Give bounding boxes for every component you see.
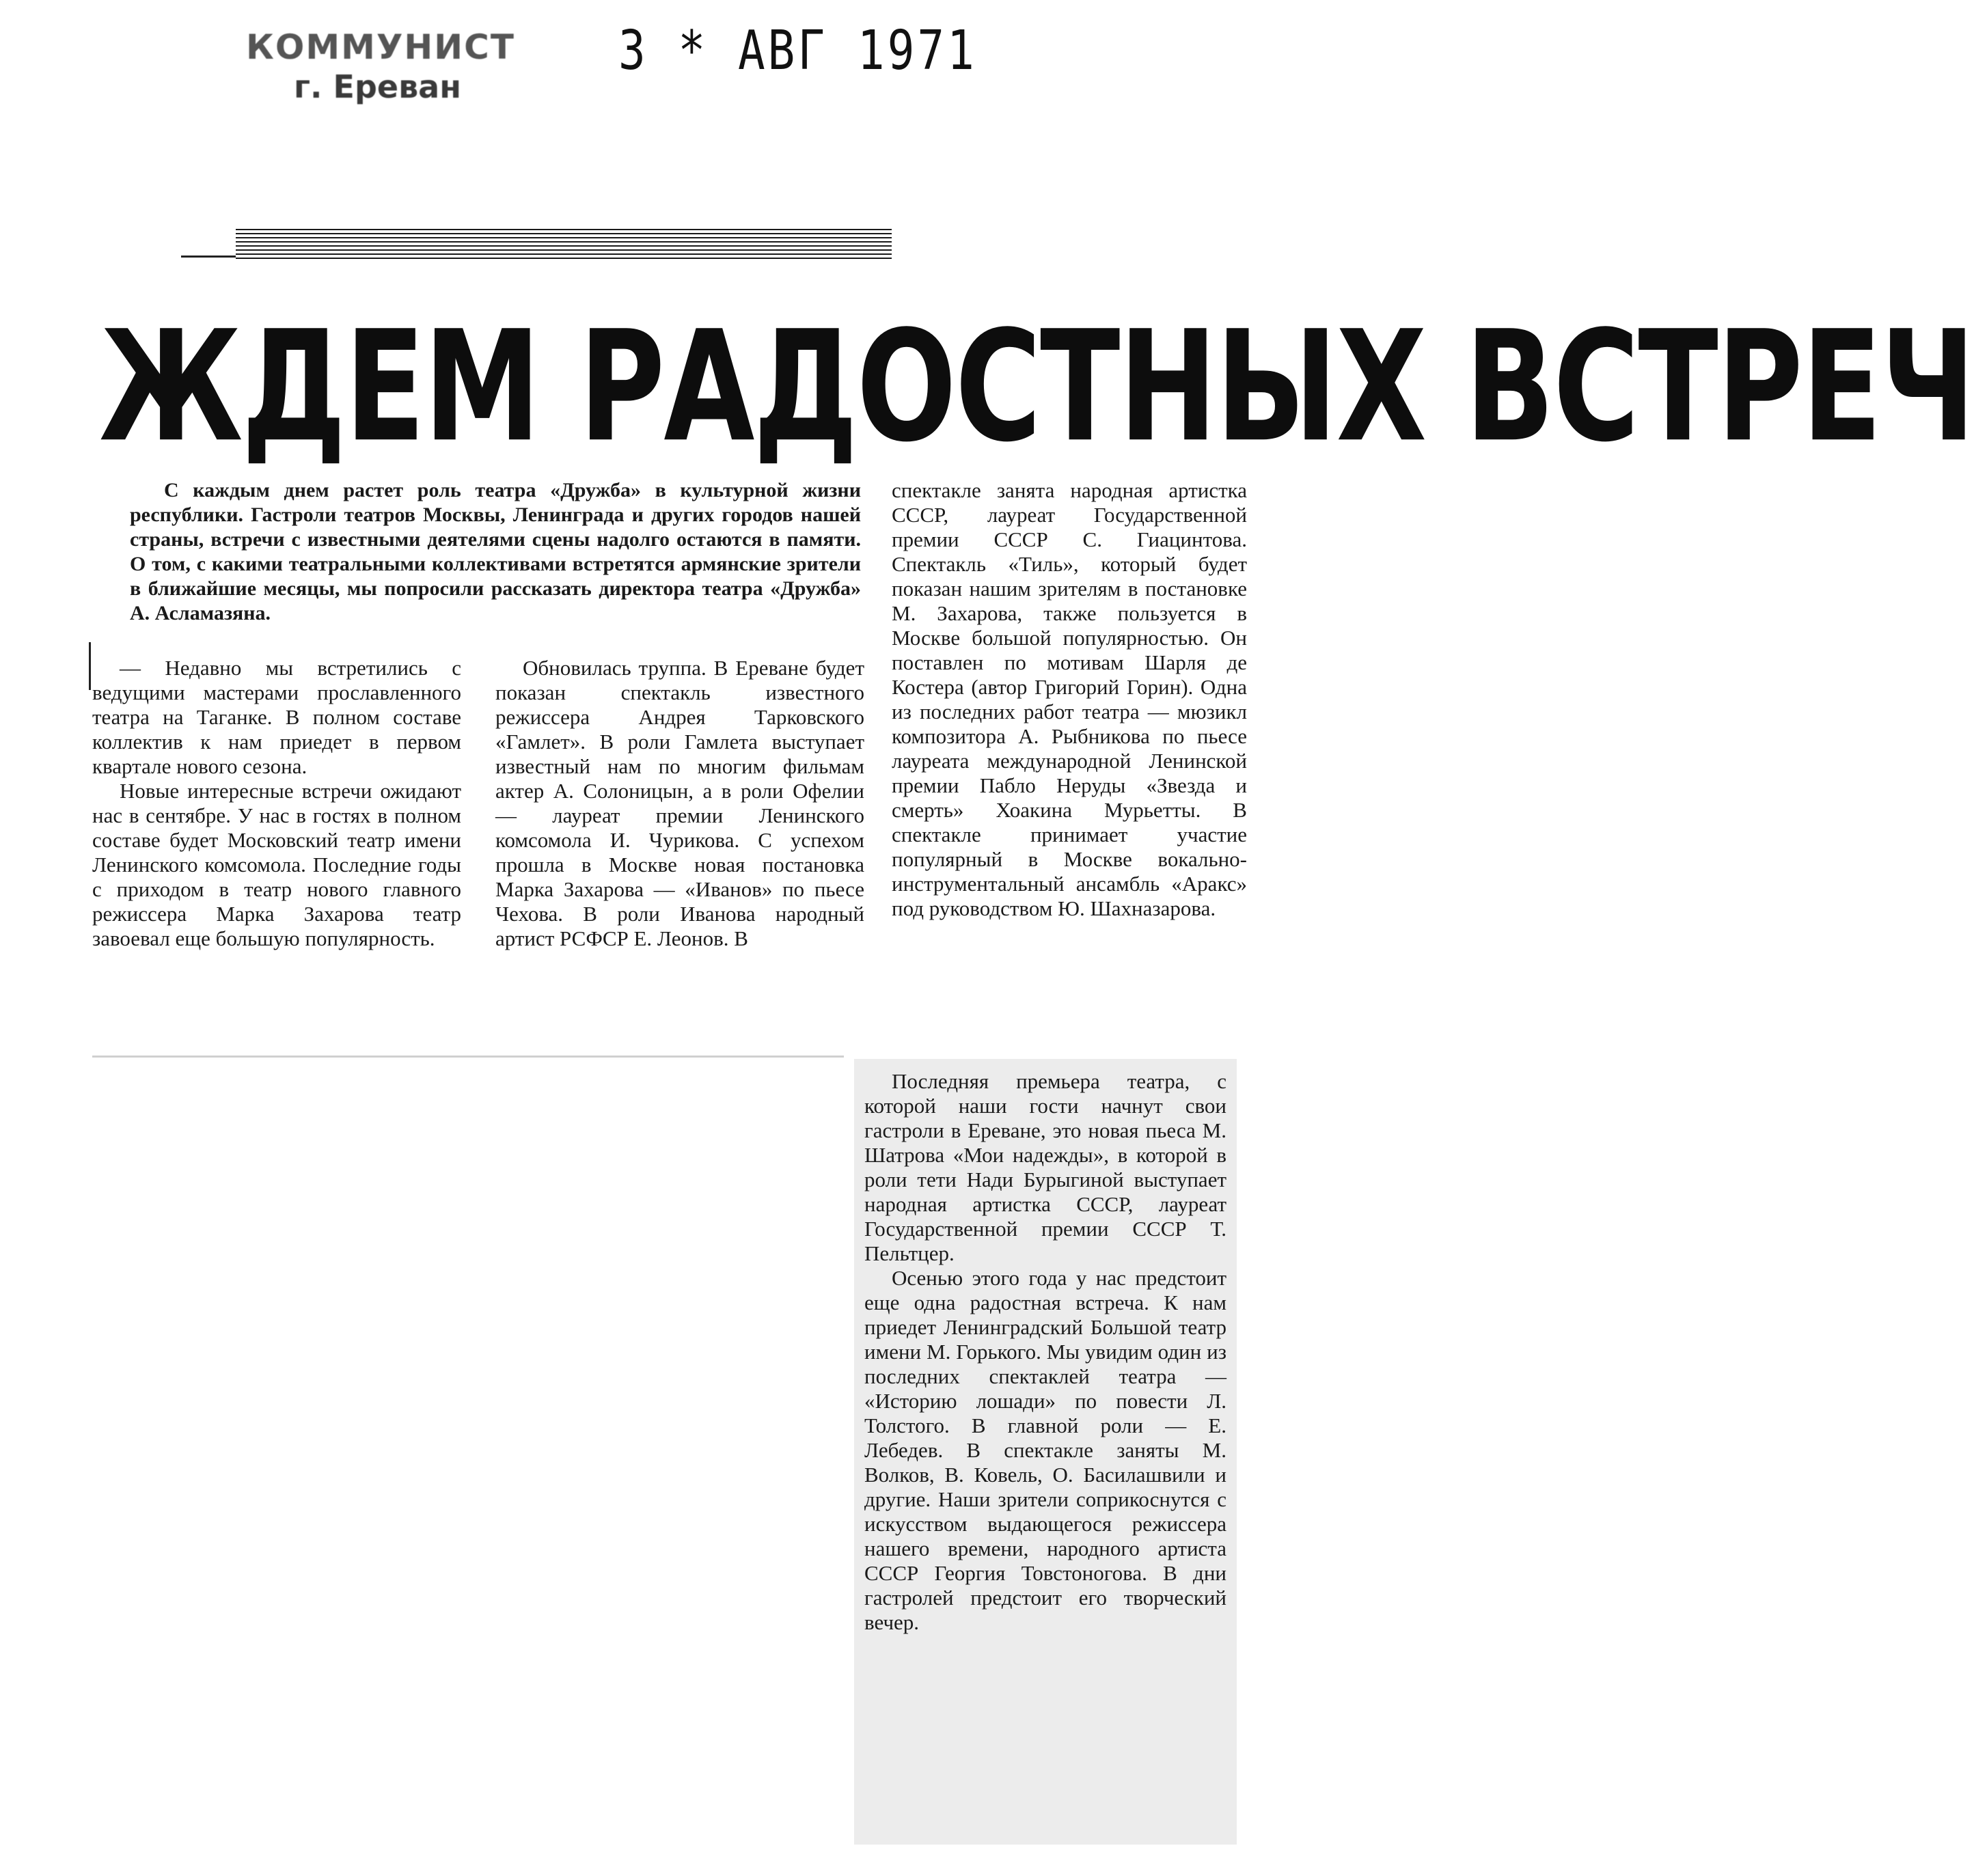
date-stamp: 3 * АВГ 1971 <box>618 19 977 83</box>
column-marker <box>89 642 91 690</box>
paragraph: Обновилась труппа. В Ереване будет показан спектакль известного режиссера Андрея Тарковского «Гамлет». В роли Гамлета выступает известный нам по многим фильмам актер А. Солоницын, а в роли Офелии — лауреат премии Ленинского комсомола И. Чурикова. С успехом прошла в Москве новая постановка Марка Захарова — «Иванов» по пьесе Чехова. В роли Иванова народный артист РСФСР Е. Леонов. В <box>495 656 864 950</box>
newspaper-stamp <box>246 27 515 107</box>
paragraph: Новые интересные встречи ожидают нас в сентябре. У нас в гостях в полном составе будет Московский театр имени Ленинского комсомола. Последние годы с приходом в театр нового главного режиссера Марка Захарова театр завоевал еще большую популярность. <box>92 779 461 950</box>
paragraph: — Недавно мы встретились с ведущими мастерами прославленного театра на Таганке. В полном составе коллектив к нам приедет в первом квартале нового сезона. <box>92 656 461 778</box>
article-column-1 <box>92 656 461 951</box>
stamp-newspaper-name: КОММУНИСТ <box>246 27 515 67</box>
article-headline: ЖДЕМ РАДОСТНЫХ ВСТРЕЧ <box>99 297 1974 476</box>
article-column-2 <box>495 656 864 951</box>
article-column-3 <box>892 478 1247 921</box>
decorative-rule-tail <box>181 256 236 258</box>
article-column-4 <box>864 1069 1226 1635</box>
paragraph: Осенью этого года у нас предстоит еще одна радостная встреча. К нам приедет Ленинградский Большой театр имени М. Горького. Мы увидим один из последних спектаклей театра — «Историю лошади» по повести Л. Толстого. В главной роли — Е. Лебедев. В спектакле заняты М. Волков, В. Ковель, О. Басилашвили и другие. Наши зрители соприкоснутся с искусством выдающегося режиссера нашего времени, народного артиста СССР Георгия Товстоногова. В дни гастролей предстоит его творческий вечер. <box>864 1266 1226 1634</box>
decorative-rule <box>236 229 892 259</box>
stamp-city: г. Ереван <box>294 68 462 105</box>
article-lead: С каждым днем растет роль театра «Дружба» в культурной жизни республики. Гастроли театров Москвы, Ленинграда и других городов нашей страны, встречи с известными деятелями сцены надолго остаются в памяти. О том, с какими театральными коллективами встретятся армянские зрители в ближайшие месяцы, мы попросили рассказать директора театра «Дружба» А. Асламазяна. <box>130 479 861 624</box>
paragraph: спектакле занята народная артистка СССР, лауреат Государственной премии СССР С. Гиацинтова. Спектакль «Тиль», который будет показан нашим зрителям в постановке М. Захарова, также пользуется в Москве большой популярностью. Он поставлен по мотивам Шарля де Костера (автор Григорий Горин). Одна из последних работ театра — мюзикл композитора А. Рыбникова по пьесе лауреата международной Ленинской премии Пабло Неруды «Звезда и смерть» Хоакина Мурьетты. В спектакле принимает участие популярный в Москве вокально-инструментальный ансамбль «Аракс» под руководством Ю. Шахназарова. <box>892 478 1247 920</box>
paragraph: Последняя премьера театра, с которой наши гости начнут свои гастроли в Ереване, это новая пьеса М. Шатрова «Мои надежды», в которой в роли тети Нади Бурыгиной выступает народная артистка СССР, лауреат Государственной премии СССР Т. Пельтцер. <box>864 1069 1226 1265</box>
clipping-edge <box>92 1056 844 1058</box>
